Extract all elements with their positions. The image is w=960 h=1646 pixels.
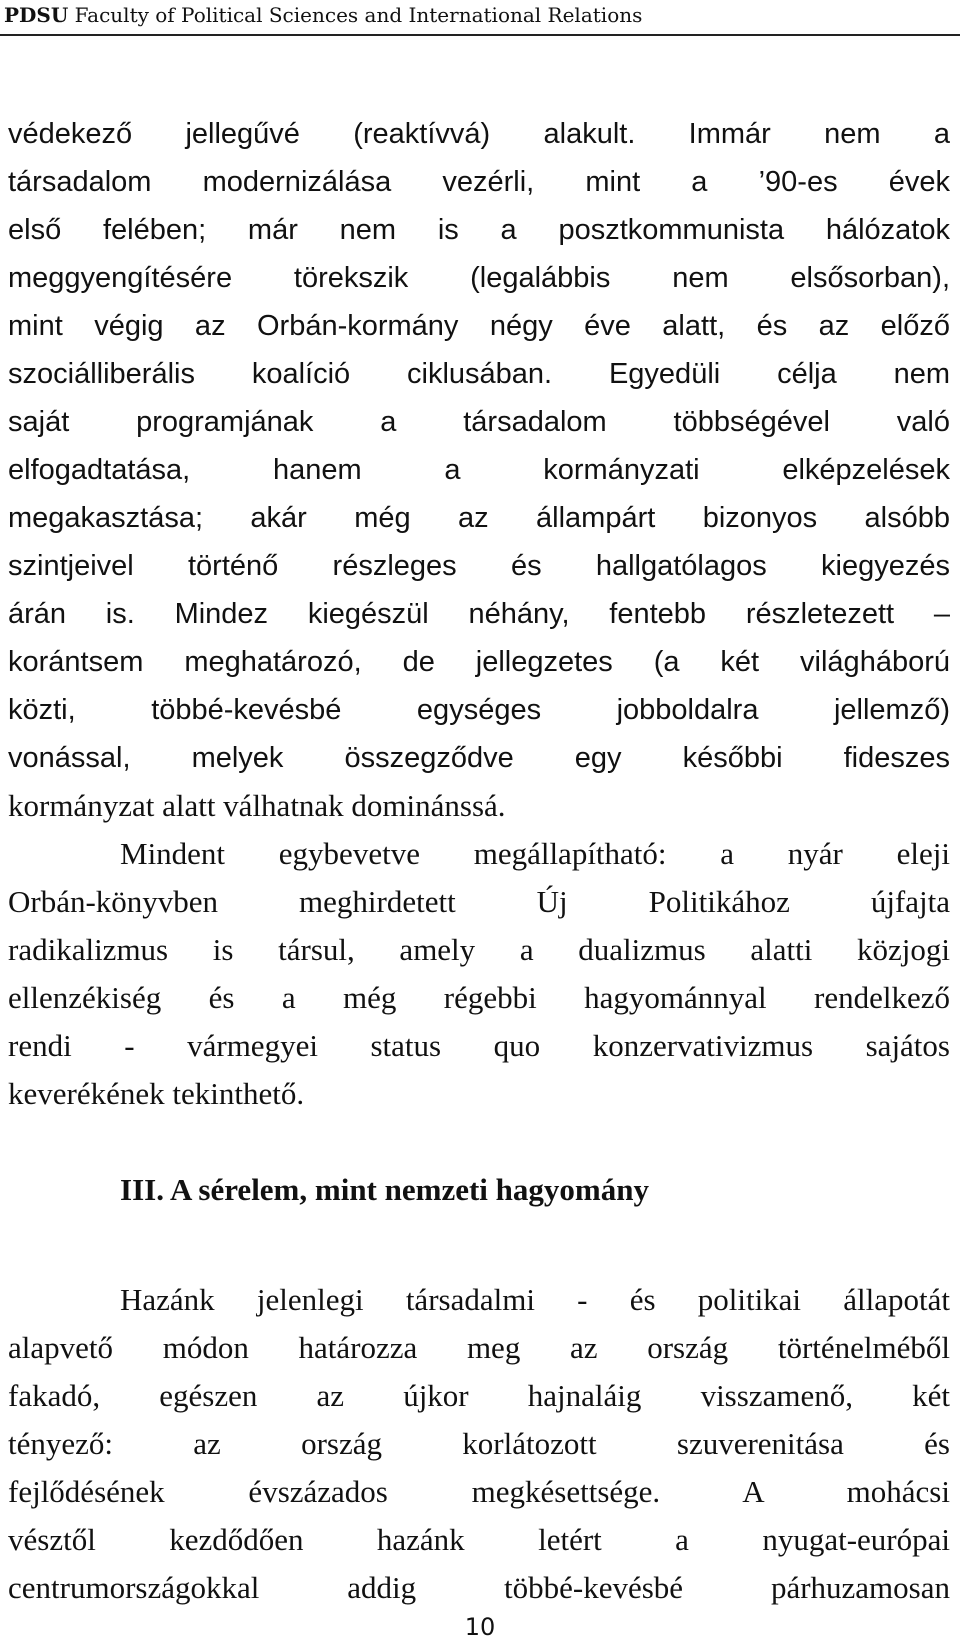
paragraph-1 [8,110,950,830]
text-line: megakasztása; akár még az állampárt bizonyos alsóbb [8,502,950,534]
text-line: keverékének tekinthető. [8,1076,305,1111]
text-line: korántsem meghatározó, de jellegzetes (a két világháború [8,646,950,678]
page-header [0,0,960,36]
text-line: Orbán-könyvben meghirdetett Új Politikához újfajta [8,884,950,919]
paragraph-2 [8,830,950,1118]
section-heading: III. A sérelem, mint nemzeti hagyomány [120,1172,649,1207]
header-abbreviation: PDSU [4,3,69,27]
text-line: Hazánk jelenlegi társadalmi - és politikai állapotát [120,1282,950,1317]
text-line: társadalom modernizálása vezérli, mint a ’90-es évek [8,166,950,198]
text-line: centrumországokkal addig többé-kevésbé párhuzamosan [8,1570,950,1605]
text-line: fakadó, egészen az újkor hajnaláig visszamenő, két [8,1378,950,1413]
text-line: alapvető módon határozza meg az ország történelméből [8,1330,950,1365]
text-line: szociálliberális koalíció ciklusában. Egyedüli célja nem [8,358,950,390]
text-line: elfogadtatása, hanem a kormányzati elképzelések [8,454,950,486]
header-title: Faculty of Political Sciences and International Relations [74,3,643,27]
text-line: rendi - vármegyei status quo konzervativizmus sajátos [8,1028,950,1063]
text-line: tényező: az ország korlátozott szuverenitása és [8,1426,950,1461]
text-line: közti, többé-kevésbé egységes jobboldalra jellemző) [8,694,950,726]
text-line: védekező jellegűvé (reaktívvá) alakult. Immár nem a [8,118,950,150]
text-line: meggyengítésére törekszik (legalábbis nem elsősorban), [8,262,950,294]
text-line: Mindent egybevetve megállapítható: a nyár eleji [120,836,950,871]
text-line: árán is. Mindez kiegészül néhány, fentebb részletezett – [8,598,950,630]
paragraph-3 [8,1276,950,1612]
text-line: mint végig az Orbán-kormány négy éve alatt, és az előző [8,310,950,342]
document-body [8,110,950,1612]
text-line: első felében; már nem is a posztkommunista hálózatok [8,214,950,246]
text-line: szintjeivel történő részleges és hallgatólagos kiegyezés [8,550,950,582]
text-line: ellenzékiség és a még régebbi hagyománnyal rendelkező [8,980,950,1015]
text-line: saját programjának a társadalom többségével való [8,406,950,438]
page-number: 10 [464,1613,496,1641]
text-line: vonással, melyek összegződve egy későbbi fideszes [8,742,950,774]
text-line: kormányzat alatt válhatnak dominánssá. [8,788,506,823]
text-line: radikalizmus is társul, amely a dualizmus alatti közjogi [8,932,950,967]
text-line: fejlődésének évszázados megkésettsége. A mohácsi [8,1474,950,1509]
text-line: vésztől kezdődően hazánk letért a nyugat-európai [8,1522,950,1557]
